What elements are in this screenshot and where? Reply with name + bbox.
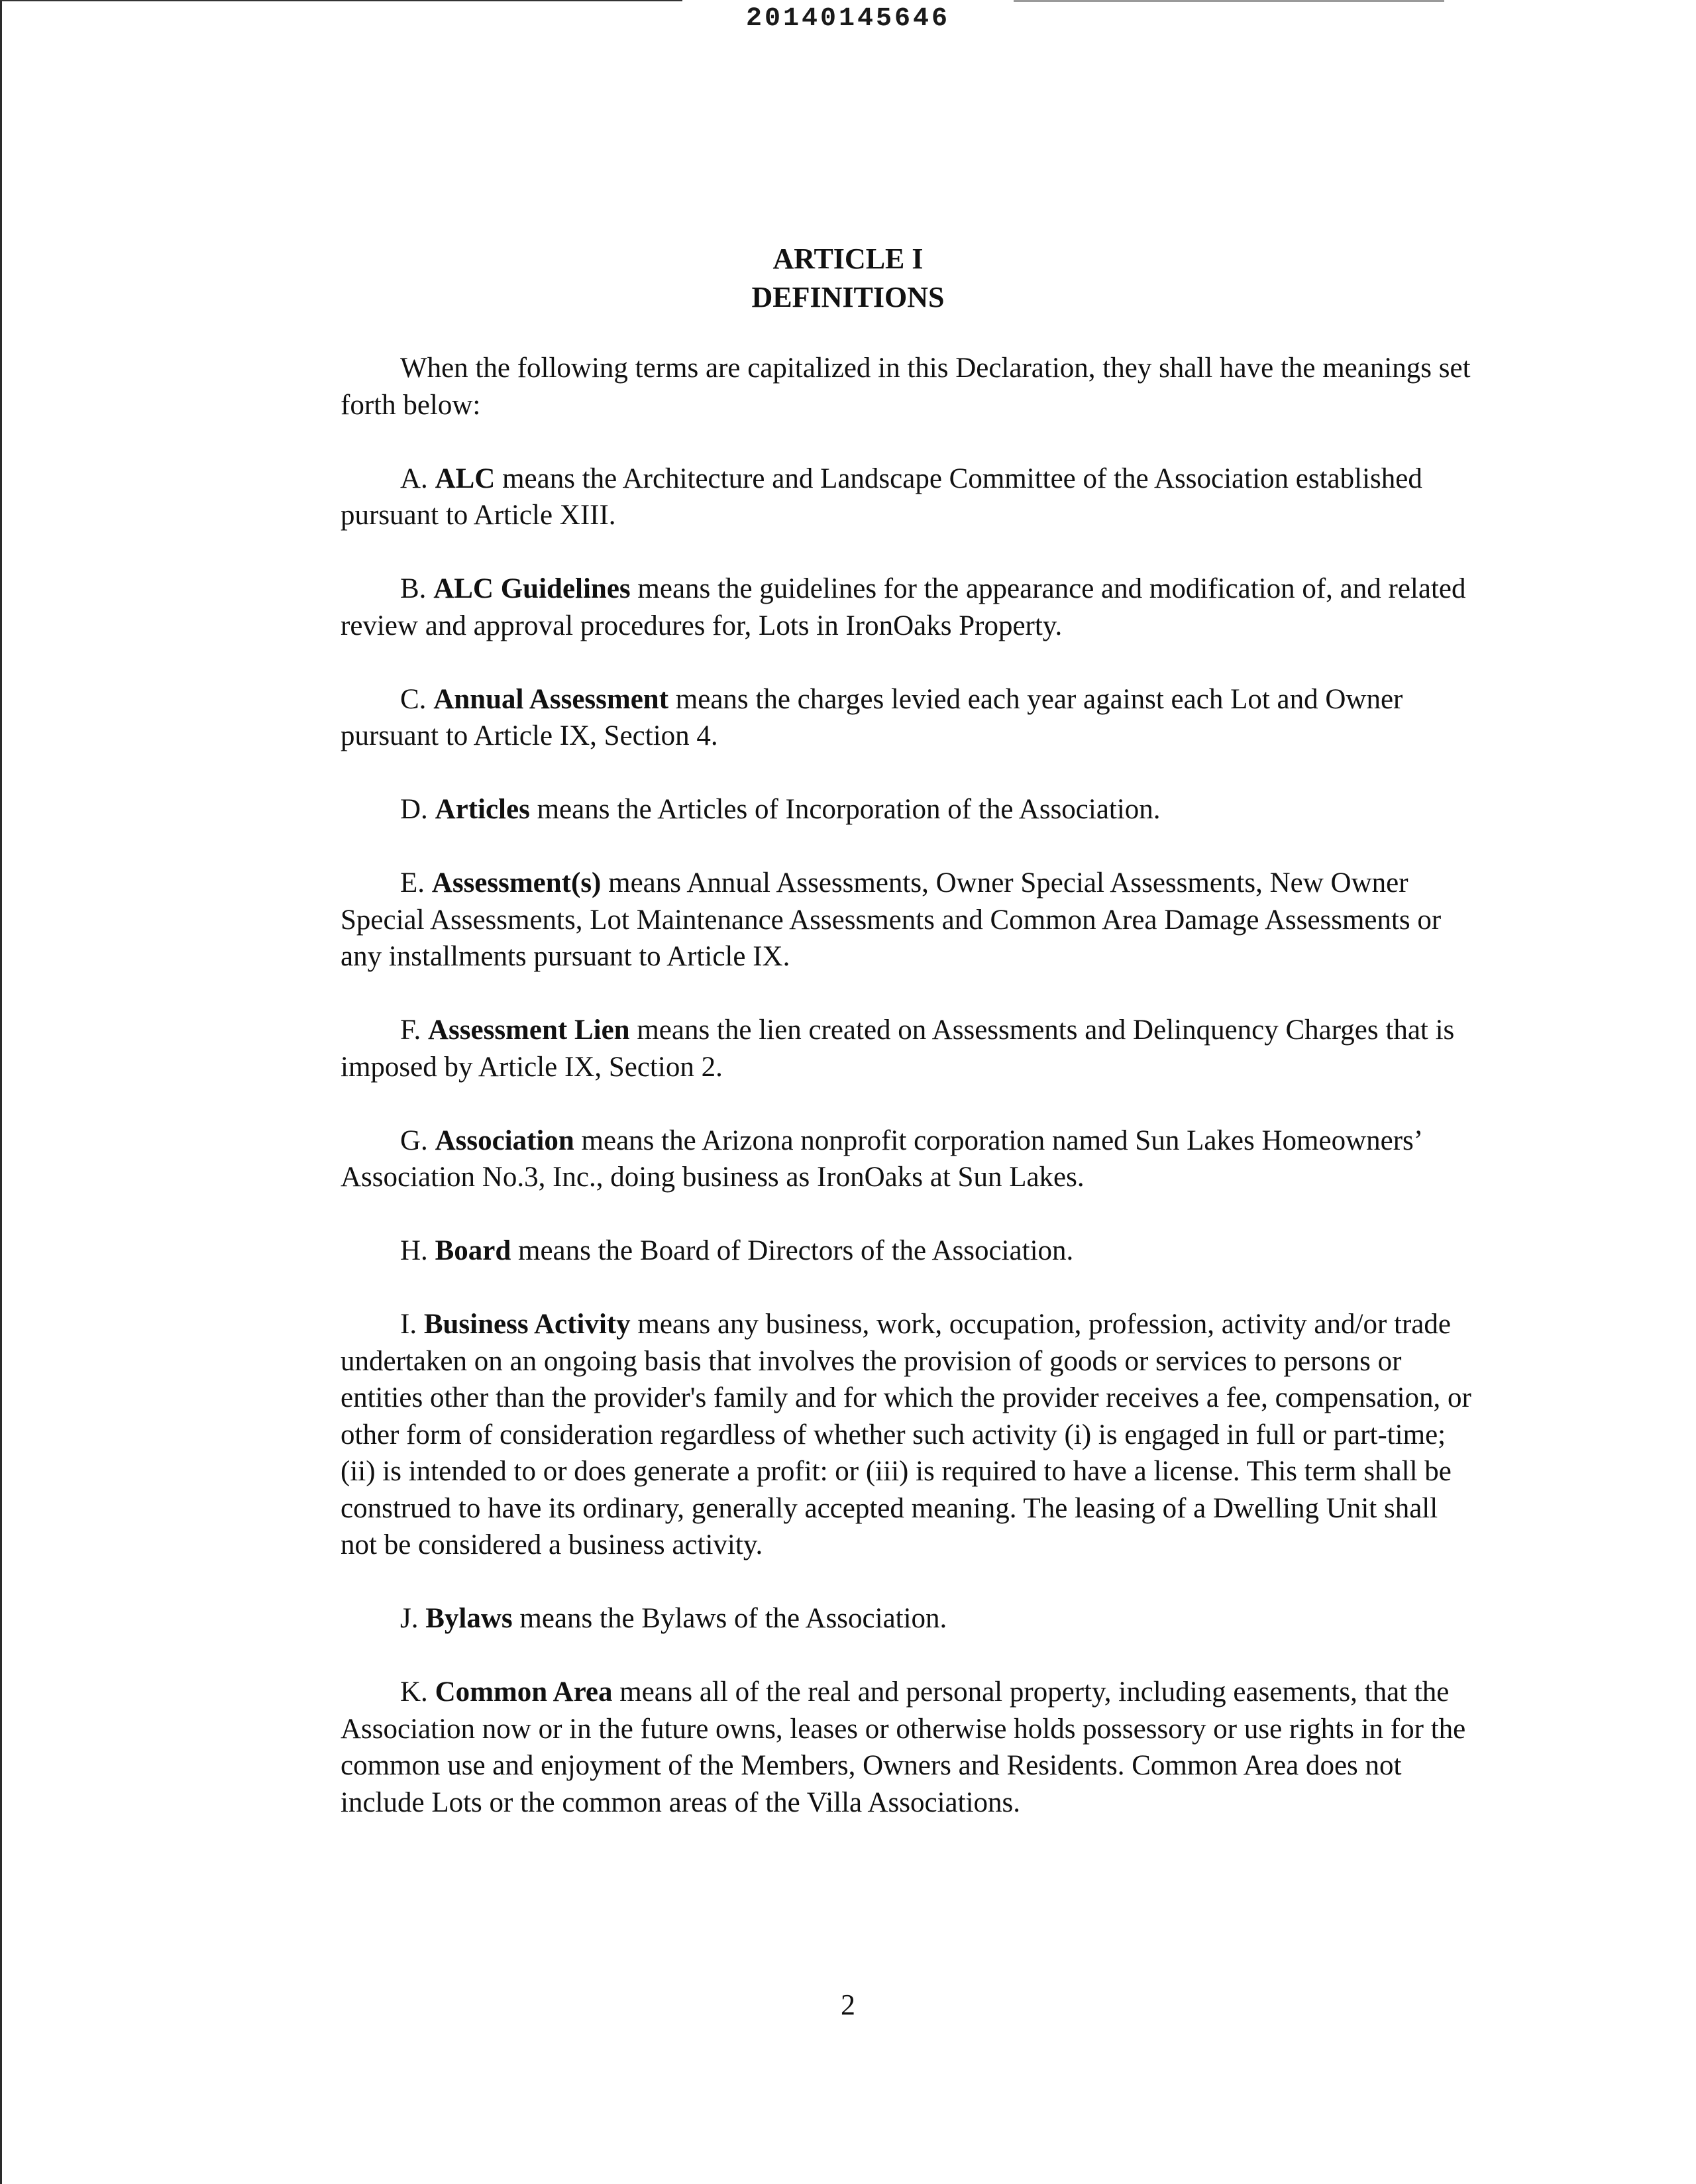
definition-text: means any business, work, occupation, profession, activity and/or trade undertaken on an ongoing basis that involves the provision of goods or services to persons or entities other than the provider's family and for which the provider receives a fee, compensation, or other form of consideration regardless of whether such activity (i) is engaged in full or part-time; (ii) is intended to or does generate a profit: or (iii) is required to have a license. This term shall be construed to have its ordinary, generally accepted meaning. The leasing of a Dwelling Unit shall not be considered a business activity. bbox=[341, 1309, 1471, 1560]
definition-letter: B. bbox=[400, 573, 427, 604]
definition-paragraph bbox=[341, 1306, 1480, 1564]
scan-top-line-faint bbox=[1014, 0, 1444, 2]
definition-text: means Annual Assessments, Owner Special Assessments, New Owner Special Assessments, Lot Maintenance Assessments and Common Area Damage Assessments or any installments pursuant to Article IX. bbox=[341, 867, 1442, 972]
definition-text: means the lien created on Assessments and Delinquency Charges that is imposed by Article IX, Section 2. bbox=[341, 1014, 1455, 1083]
definition-paragraph bbox=[341, 1232, 1480, 1270]
definition-letter: D. bbox=[400, 794, 428, 825]
definition-paragraph bbox=[341, 1122, 1480, 1196]
article-heading bbox=[0, 240, 1696, 317]
definition-text: means the Board of Directors of the Association. bbox=[518, 1235, 1074, 1266]
definition-text: means the charges levied each year against each Lot and Owner pursuant to Article IX, Section 4. bbox=[341, 683, 1403, 751]
definition-term: Articles bbox=[435, 794, 530, 825]
article-number: ARTICLE I bbox=[772, 243, 924, 275]
article-title: DEFINITIONS bbox=[751, 281, 945, 313]
definition-term: Assessment(s) bbox=[431, 867, 602, 899]
definition-paragraph bbox=[341, 571, 1480, 644]
document-number: 20140145646 bbox=[745, 4, 951, 34]
definition-term: Common Area bbox=[435, 1676, 613, 1708]
definition-term: Annual Assessment bbox=[433, 683, 669, 715]
scan-top-line bbox=[0, 0, 682, 1]
definition-text: means all of the real and personal property, including easements, that the Association now or in the future owns, leases or otherwise holds possessory or use rights in for the common use and enjoyment of the Members, Owners and Residents. Common Area does not include Lots or the common areas of the Villa Associations. bbox=[341, 1676, 1466, 1818]
definition-term: Board bbox=[435, 1235, 511, 1266]
definition-paragraph bbox=[341, 1600, 1480, 1637]
definition-paragraph bbox=[341, 1674, 1480, 1821]
definition-text: means the Bylaws of the Association. bbox=[519, 1603, 947, 1634]
document-body bbox=[341, 350, 1480, 1858]
definition-text: means the Architecture and Landscape Committee of the Association established pursuant to Article XIII. bbox=[341, 463, 1422, 531]
intro-paragraph: When the following terms are capitalized in this Declaration, they shall have the meanings set forth below: bbox=[341, 353, 1471, 421]
definition-term: Association bbox=[435, 1124, 574, 1156]
definition-letter: F. bbox=[400, 1014, 421, 1046]
definition-letter: G. bbox=[400, 1124, 428, 1156]
definition-letter: I. bbox=[400, 1309, 417, 1340]
definition-text: means the Articles of Incorporation of the Association. bbox=[537, 794, 1161, 825]
page-number: 2 bbox=[841, 1989, 855, 2021]
definition-paragraph bbox=[341, 461, 1480, 534]
definition-letter: E. bbox=[400, 867, 425, 899]
definition-paragraph bbox=[341, 865, 1480, 975]
definition-term: ALC Guidelines bbox=[433, 573, 631, 604]
definition-letter: H. bbox=[400, 1235, 428, 1266]
definition-text: means the Arizona nonprofit corporation named Sun Lakes Homeowners’ Association No.3, Inc., doing business as IronOaks at Sun Lakes. bbox=[341, 1124, 1421, 1193]
definition-letter: K. bbox=[400, 1676, 428, 1708]
definition-term: ALC bbox=[435, 463, 496, 494]
definition-paragraph bbox=[341, 1012, 1480, 1085]
definition-paragraph bbox=[341, 681, 1480, 755]
definition-term: Business Activity bbox=[423, 1309, 631, 1340]
definition-letter: A. bbox=[400, 463, 428, 494]
definition-term: Assessment Lien bbox=[427, 1014, 630, 1046]
definition-letter: C. bbox=[400, 683, 427, 715]
definition-term: Bylaws bbox=[425, 1603, 513, 1634]
scan-edge-mark bbox=[0, 0, 2, 2184]
definition-paragraph bbox=[341, 791, 1480, 828]
definition-letter: J. bbox=[400, 1603, 419, 1634]
definition-text: means the guidelines for the appearance and modification of, and related review and approval procedures for, Lots in IronOaks Property. bbox=[341, 573, 1466, 641]
